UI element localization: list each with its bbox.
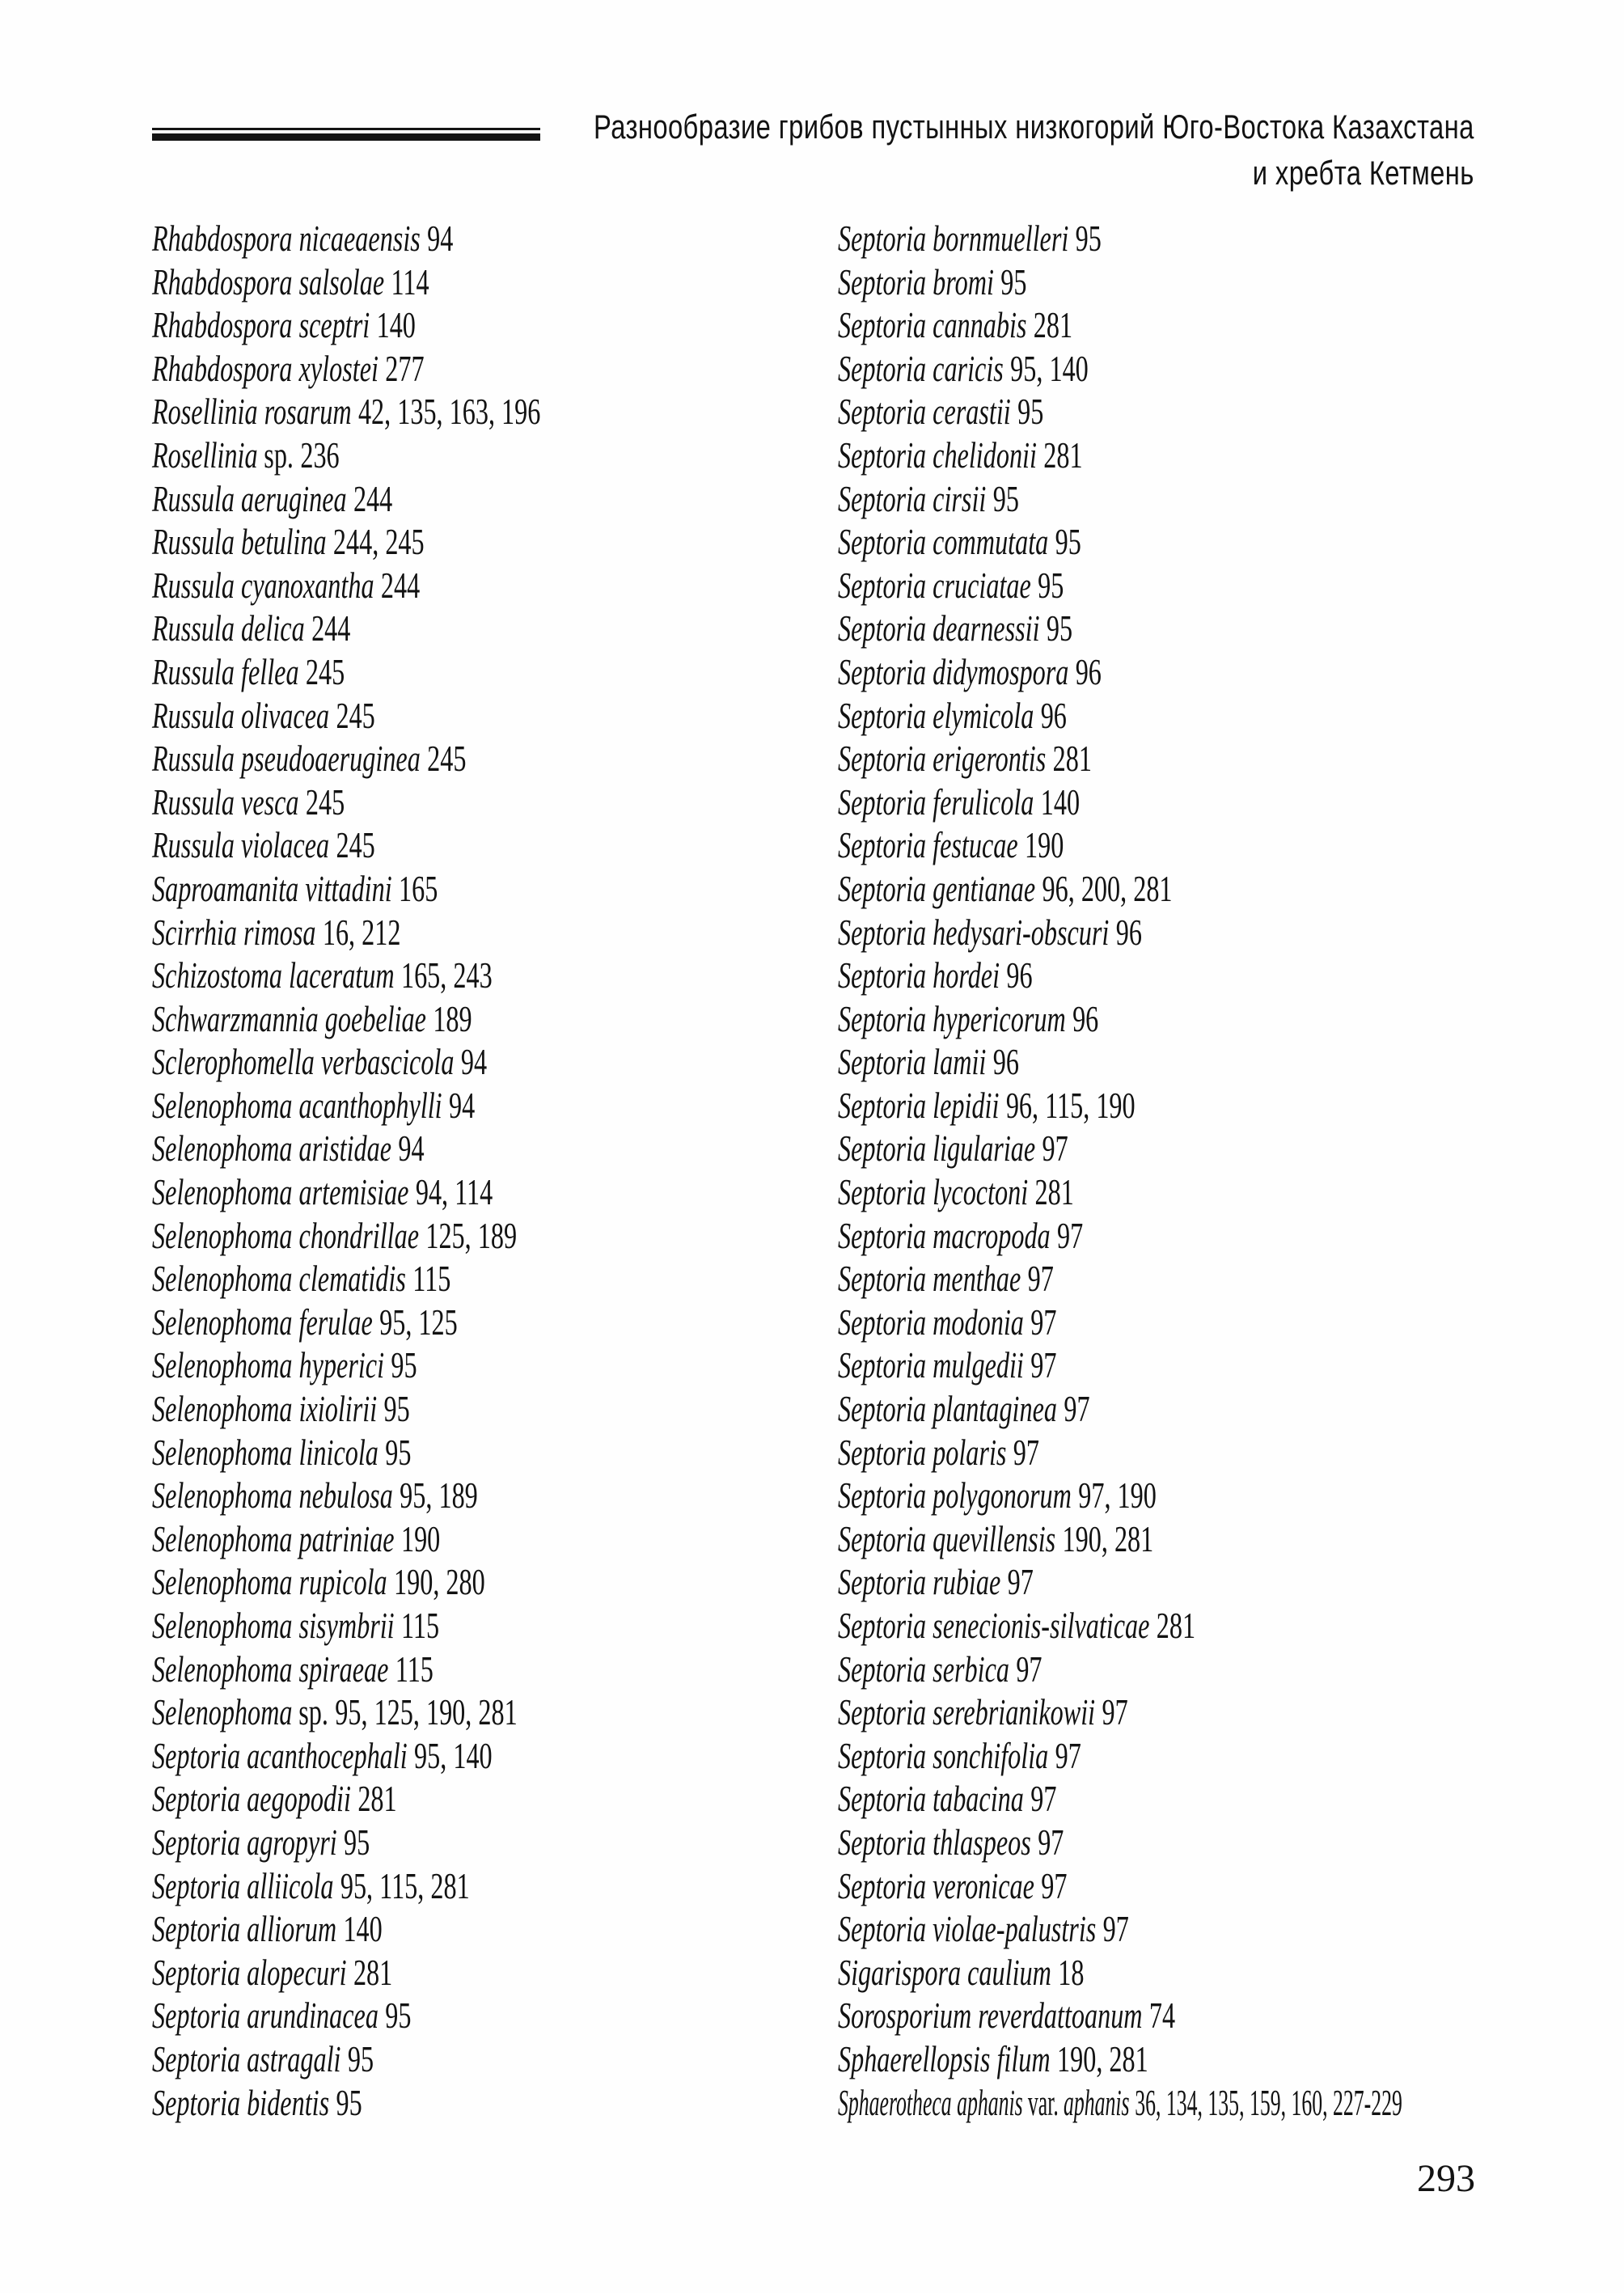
species-name: Russula cyanoxantha [152, 564, 374, 606]
species-name: Selenophoma ferulae [152, 1301, 373, 1343]
index-entry [152, 303, 662, 347]
index-entry [152, 347, 662, 391]
species-name: Septoria polygonorum [838, 1474, 1072, 1517]
page-references: 96 [1075, 650, 1102, 692]
species-name: Septoria bornmuelleri [838, 218, 1069, 259]
index-entry [838, 1734, 1347, 1778]
page-references: 281 [1052, 738, 1092, 780]
species-name: Septoria serebrianikowii [838, 1691, 1096, 1733]
index-entry [838, 911, 1347, 954]
page-references: 190, 281 [1062, 1517, 1154, 1559]
index-entry [838, 1821, 1347, 1864]
index-entry [152, 1604, 662, 1648]
species-name: Septoria cruciatae [838, 564, 1031, 606]
page-references: 95 [1017, 391, 1044, 433]
species-name: Scirrhia rimosa [152, 911, 316, 953]
index-entry [152, 1084, 662, 1127]
index-entry [838, 2037, 1347, 2081]
page-references: 281 [1033, 304, 1073, 346]
species-name: Selenophoma nebulosa [152, 1474, 393, 1517]
species-name: Septoria commutata [838, 521, 1049, 563]
page-references: 245 [336, 694, 375, 736]
species-name: Selenophoma ixiolirii [152, 1388, 378, 1430]
species-name: Selenophoma aristidae [152, 1127, 392, 1170]
page-references: 97 [1007, 1561, 1034, 1603]
index-entry [152, 564, 662, 607]
species-name: Schwarzmannia goebeliae [152, 997, 426, 1039]
page-references: 165 [399, 867, 438, 909]
page-references: 96 [1072, 997, 1099, 1039]
page-references: 94 [448, 1084, 476, 1126]
page-references: 95 [385, 1431, 412, 1473]
index-entry [152, 607, 662, 650]
index-entry [152, 477, 662, 521]
page-references: 95, 140 [1010, 347, 1089, 389]
index-entry [152, 1517, 662, 1561]
species-name: Russula delica [152, 607, 305, 649]
species-name: Russula fellea [152, 650, 299, 692]
index-entry [152, 217, 662, 260]
index-entry [838, 823, 1347, 867]
page-references: 245 [305, 781, 345, 823]
index-entry [152, 1343, 662, 1387]
species-name: Septoria plantaginea [838, 1388, 1057, 1430]
species-name: Septoria lepidii [838, 1084, 1000, 1126]
page-references: 97 [1064, 1388, 1090, 1430]
running-head [594, 104, 1474, 196]
species-name: Septoria arundinacea [152, 1995, 379, 2037]
index-entry [838, 997, 1347, 1041]
species-name: Sorosporium reverdattoanum [838, 1995, 1143, 2037]
species-name: Septoria tabacina [838, 1778, 1024, 1820]
page-references: 42, 135, 163, 196 [357, 391, 541, 433]
species-name: Septoria hordei [838, 954, 1000, 996]
species-name: Selenophoma [152, 1691, 293, 1733]
index-entry [838, 434, 1347, 477]
species-name: Selenophoma sisymbrii [152, 1605, 395, 1646]
species-name: Septoria violae-palustris [838, 1908, 1097, 1950]
page-references: 165, 243 [400, 954, 493, 996]
species-name: Septoria aegopodii [152, 1778, 351, 1820]
page-references: 97 [1013, 1431, 1039, 1473]
page-references: 245 [305, 650, 345, 692]
page-references: 125, 189 [425, 1214, 518, 1256]
species-name: Septoria festucae [838, 824, 1018, 866]
species-name: Selenophoma patriniae [152, 1517, 395, 1559]
page-references: 97 [1030, 1301, 1057, 1343]
page-references: 244 [380, 564, 421, 606]
page-references: 95 [1038, 564, 1064, 606]
species-name: Septoria acanthocephali [152, 1734, 408, 1776]
page-references: 244 [353, 477, 393, 519]
species-name: Rhabdospora nicaeaensis [152, 218, 421, 259]
index-entry [838, 1257, 1347, 1301]
page-references: 95 [344, 1821, 370, 1863]
index-entry [152, 434, 662, 477]
species-name: Septoria mulgedii [838, 1344, 1024, 1386]
index-entry [838, 1431, 1347, 1474]
page-references: 140 [376, 304, 416, 346]
species-name: Septoria hypericorum [838, 997, 1066, 1039]
species-name: Septoria alopecuri [152, 1951, 347, 1993]
index-entry [152, 2081, 662, 2125]
page-references: 94, 114 [415, 1171, 493, 1213]
page-references: 97 [1042, 1127, 1068, 1170]
index-entry [838, 607, 1347, 650]
index-entry [838, 1084, 1347, 1127]
index-entry [152, 1170, 662, 1214]
index-entry [838, 1040, 1347, 1084]
species-name: Septoria polaris [838, 1431, 1007, 1473]
page-references: 95, 189 [400, 1474, 478, 1517]
index-entry [838, 781, 1347, 824]
index-entry [152, 1301, 662, 1344]
index-entry [838, 217, 1347, 260]
page-references: 96 [992, 1041, 1019, 1083]
index-entry [838, 650, 1347, 694]
species-name: Septoria bromi [838, 260, 994, 302]
index-entry [838, 1604, 1347, 1648]
species-name: Rhabdospora sceptri [152, 304, 370, 346]
page-references: 97 [1016, 1648, 1042, 1690]
page-references: 96 [1115, 911, 1142, 953]
index-entry [152, 867, 662, 911]
index-entry [152, 1560, 662, 1604]
index-entry [838, 2081, 1402, 2125]
index-entry [152, 1907, 662, 1951]
species-name: Russula vesca [152, 781, 299, 823]
species-name: Septoria ferulicola [838, 781, 1034, 823]
running-head-line2: и хребта Кетмень [1253, 154, 1474, 192]
page-references: 95 [336, 2081, 362, 2123]
species-name: Schizostoma laceratum [152, 954, 395, 996]
species-name: Selenophoma hyperici [152, 1344, 385, 1386]
index-entry [838, 1994, 1347, 2037]
page-references: 95 [391, 1344, 417, 1386]
species-name: Russula violacea [152, 824, 330, 866]
header-double-rule [152, 128, 540, 141]
index-entry [838, 1387, 1347, 1431]
page-references: 95 [1000, 260, 1027, 302]
page-references: 95 [992, 477, 1019, 519]
index-entry [838, 1951, 1347, 1995]
index-entry [152, 1690, 662, 1734]
page-references: 95 [1075, 218, 1102, 259]
species-name: Septoria veronicae [838, 1864, 1034, 1906]
page-references: 95, 115, 281 [340, 1864, 470, 1906]
index-entry [152, 520, 662, 564]
page-references: 95, 125, 190, 281 [335, 1691, 518, 1733]
index-entry [152, 1951, 662, 1995]
index-entry [152, 1821, 662, 1864]
index-column-left [152, 217, 880, 2124]
page-references: 96, 115, 190 [1005, 1084, 1136, 1126]
species-name: Septoria lycoctoni [838, 1171, 1029, 1213]
page-references: 74 [1148, 1995, 1176, 2037]
species-name: Septoria cirsii [838, 477, 987, 519]
index-entry [838, 1690, 1347, 1734]
index-entry [152, 1214, 662, 1258]
species-name: Rhabdospora xylostei [152, 347, 379, 389]
page-references: 95, 140 [414, 1734, 493, 1776]
rank-abbreviation: sp. [264, 434, 294, 476]
species-name: Rhabdospora salsolae [152, 260, 385, 302]
page-references: 97 [1055, 1734, 1081, 1776]
species-name: Selenophoma chondrillae [152, 1214, 419, 1256]
page-references: 190 [1025, 824, 1064, 866]
page-references: 97 [1041, 1864, 1068, 1906]
page-references: 190, 280 [394, 1561, 485, 1603]
index-entry [152, 1734, 662, 1778]
species-name: Selenophoma linicola [152, 1431, 379, 1473]
index-entry [838, 390, 1347, 434]
species-name: Septoria ligulariae [838, 1127, 1036, 1170]
index-entry [838, 867, 1347, 911]
index-entry [152, 997, 662, 1041]
species-name: Septoria didymospora [838, 650, 1069, 692]
index-entry [152, 954, 662, 997]
index-entry [838, 1907, 1347, 1951]
species-name: Selenophoma clematidis [152, 1258, 406, 1300]
index-entry [838, 694, 1347, 738]
index-entry [838, 1517, 1347, 1561]
page-references: 281 [357, 1778, 397, 1820]
page-references: 97 [1027, 1258, 1054, 1300]
index-entry [838, 520, 1347, 564]
species-name: Septoria rubiae [838, 1561, 1001, 1603]
page-references: 245 [336, 824, 375, 866]
page-references: 95 [385, 1995, 412, 2037]
page-references: 97 [1102, 1908, 1129, 1950]
index-entry [152, 1387, 662, 1431]
index-entry [152, 650, 662, 694]
species-name: Selenophoma rupicola [152, 1561, 387, 1603]
species-name: Sclerophomella verbascicola [152, 1041, 455, 1083]
index-entry [152, 737, 662, 781]
species-name: Septoria hedysari-obscuri [838, 911, 1110, 953]
index-entry [152, 1648, 662, 1691]
species-name: Russula pseudoaeruginea [152, 738, 421, 780]
index-entry [152, 694, 662, 738]
page-references: 94 [460, 1041, 488, 1083]
species-name: Russula aeruginea [152, 477, 347, 519]
index-entry [838, 303, 1347, 347]
page-references: 236 [300, 434, 340, 476]
index-entry [152, 2037, 662, 2081]
index-entry [838, 347, 1347, 391]
species-name: Sigarispora caulium [838, 1951, 1051, 1993]
index-entry [838, 1560, 1347, 1604]
index-entry [152, 1994, 662, 2037]
page-references: 95 [383, 1388, 410, 1430]
species-name: Septoria serbica [838, 1648, 1009, 1690]
index-entry [152, 390, 662, 434]
index-entry [838, 1864, 1347, 1908]
page-references: 189 [433, 997, 472, 1039]
page-references: 97 [1102, 1691, 1128, 1733]
index-entry [152, 1864, 662, 1908]
page-references: 96, 200, 281 [1042, 867, 1173, 909]
index-entry [838, 477, 1347, 521]
species-name: Septoria elymicola [838, 694, 1034, 736]
page-references: 95 [347, 2037, 374, 2079]
species-name: Septoria agropyri [152, 1821, 337, 1863]
index-entry [152, 1257, 662, 1301]
page-references: 281 [1043, 434, 1083, 476]
page-references: 190, 281 [1057, 2037, 1148, 2079]
page-references: 244 [311, 607, 351, 649]
species-name: Septoria macropoda [838, 1214, 1051, 1256]
page-references: 115 [412, 1258, 451, 1300]
index-entry [152, 1777, 662, 1821]
index-entry [838, 1777, 1347, 1821]
page-references: 281 [1034, 1171, 1074, 1213]
index-entry [838, 737, 1347, 781]
page-references: 140 [1040, 781, 1081, 823]
page-references: 96 [1040, 694, 1067, 736]
index-entry [838, 260, 1347, 304]
species-name: Russula betulina [152, 521, 327, 563]
species-name: Septoria cannabis [838, 304, 1027, 346]
species-name: Septoria chelidonii [838, 434, 1037, 476]
species-name: Septoria alliorum [152, 1908, 337, 1950]
page-references: 94 [427, 218, 454, 259]
species-name: Septoria bidentis [152, 2081, 330, 2123]
index-entry [152, 823, 662, 867]
species-name: Rosellinia rosarum [152, 391, 352, 433]
index-entry [838, 954, 1347, 997]
species-name: Septoria thlaspeos [838, 1821, 1031, 1863]
index-entry [152, 911, 662, 954]
page-references: 95, 125 [379, 1301, 458, 1343]
index-entry [838, 1301, 1347, 1344]
page-references: 115 [395, 1648, 433, 1690]
rank-abbreviation: var. [1027, 2081, 1059, 2123]
page-references: 16, 212 [322, 911, 401, 953]
species-name: Septoria astragali [152, 2037, 341, 2079]
species-name: Sphaerotheca aphanis [838, 2081, 1023, 2123]
index-entry [838, 1648, 1347, 1691]
index-entry [152, 1040, 662, 1084]
index-entry [838, 1170, 1347, 1214]
species-name: Russula olivacea [152, 694, 330, 736]
page-references: 97 [1038, 1821, 1064, 1863]
species-name: Septoria lamii [838, 1041, 987, 1083]
page-references: 95 [1046, 607, 1073, 649]
page-references: 245 [427, 738, 467, 780]
index-entry [838, 1127, 1347, 1170]
page-references: 281 [1156, 1605, 1196, 1646]
index-entry [152, 1474, 662, 1517]
index-column-right [838, 217, 1566, 2124]
species-name: Septoria cerastii [838, 391, 1011, 433]
species-name: Selenophoma artemisiae [152, 1171, 409, 1213]
index-entry [152, 1127, 662, 1170]
page-references: 114 [391, 260, 429, 302]
species-name: Selenophoma acanthophylli [152, 1084, 442, 1126]
species-name: Septoria dearnessii [838, 607, 1040, 649]
page-references: 190 [400, 1517, 441, 1559]
species-name: Sphaerellopsis filum [838, 2037, 1051, 2079]
index-entry [152, 260, 662, 304]
species-name: Selenophoma spiraeae [152, 1648, 389, 1690]
species-name: Saproamanita vittadini [152, 867, 392, 909]
page-references: 97 [1057, 1214, 1084, 1256]
page-references: 95 [1055, 521, 1081, 563]
index-entry [152, 1431, 662, 1474]
page-number: 293 [1417, 2157, 1475, 2200]
page-references: 115 [400, 1605, 440, 1646]
page-references: 140 [343, 1908, 383, 1950]
page-references: 96 [1006, 954, 1033, 996]
species-name: Septoria sonchifolia [838, 1734, 1049, 1776]
page-references: 94 [398, 1127, 425, 1170]
species-name: Septoria quevillensis [838, 1517, 1056, 1559]
index-entry [838, 1214, 1347, 1258]
page-references: 97 [1030, 1778, 1057, 1820]
page-references: 281 [353, 1951, 393, 1993]
species-name: Rosellinia [152, 434, 258, 476]
species-name: Septoria menthae [838, 1258, 1021, 1300]
page-references: 97 [1030, 1344, 1057, 1386]
page-references: 277 [385, 347, 425, 389]
rank-abbreviation: sp. [298, 1691, 328, 1733]
species-name: Septoria alliicola [152, 1864, 334, 1906]
species-name: Septoria senecionis-silvaticae [838, 1605, 1150, 1646]
index-entry [838, 1343, 1347, 1387]
index-entry [152, 781, 662, 824]
species-name: Septoria modonia [838, 1301, 1024, 1343]
page-references: 244, 245 [332, 521, 425, 563]
species-name: Septoria erigerontis [838, 738, 1047, 780]
running-head-line1: Разнообразие грибов пустынных низкогорий Юго-Востока Казахстана [594, 108, 1474, 146]
species-name: Septoria caricis [838, 347, 1004, 389]
species-name-epithet: aphanis [1063, 2081, 1130, 2123]
page-references: 36, 134, 135, 159, 160, 227-229 [1135, 2081, 1402, 2123]
index-entry [838, 564, 1347, 607]
page-references: 18 [1058, 1951, 1085, 1993]
index-entry [838, 1474, 1347, 1517]
species-name: Septoria gentianae [838, 867, 1036, 909]
page-references: 97, 190 [1078, 1474, 1157, 1517]
